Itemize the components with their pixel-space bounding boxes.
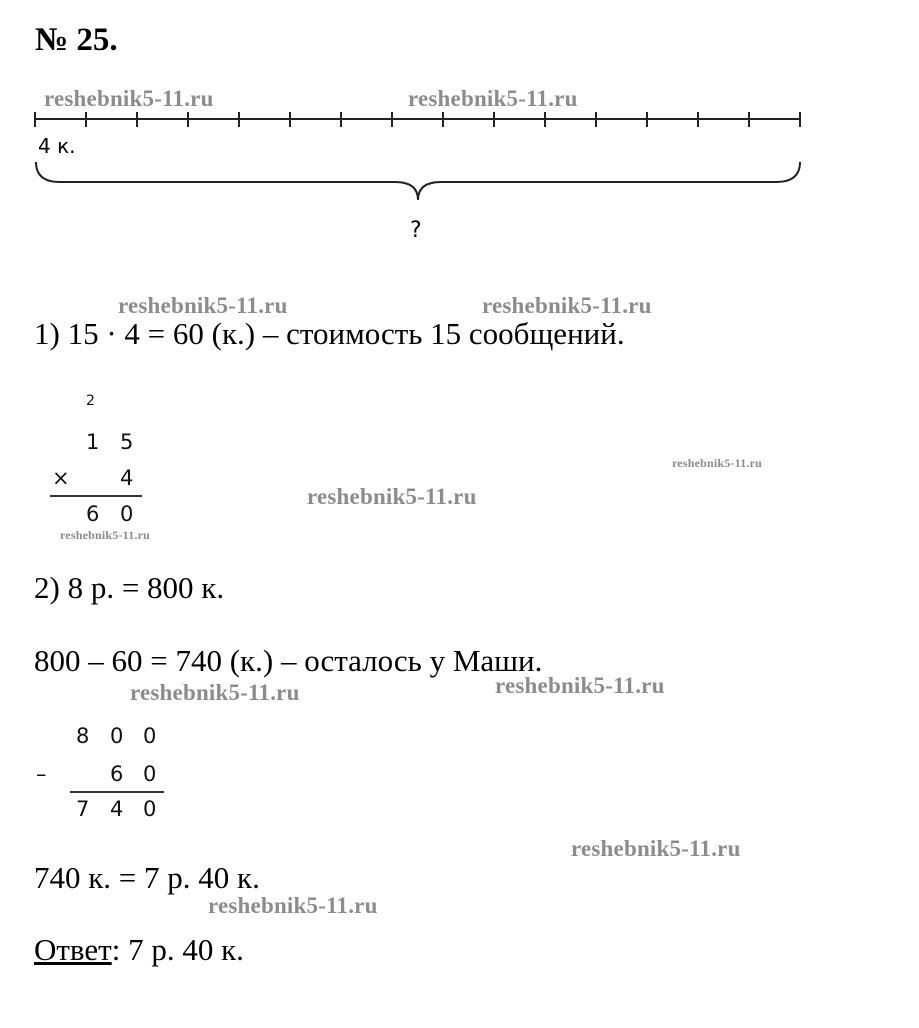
problem-number: № 25. [35,22,118,58]
mult-result-digit: 6 [86,502,100,526]
watermark: reshebnik5-11.ru [408,86,578,111]
segment-label: 4 к. [38,134,76,158]
sub-result-digit: 0 [143,797,157,821]
step-4: 740 к. = 7 р. 40 к. [34,860,260,895]
mult-carry: 2 [86,393,95,409]
step-3: 800 – 60 = 740 (к.) – осталось у Маши. [34,643,543,678]
mult-digit: 1 [86,430,100,454]
total-label: ? [410,218,422,243]
mult-operator: × [52,466,70,490]
watermark: reshebnik5-11.ru [672,456,762,470]
sub-result-digit: 7 [76,797,90,821]
watermark: reshebnik5-11.ru [482,293,652,318]
sub-result-digit: 4 [110,797,124,821]
answer-value: : 7 р. 40 к. [111,932,244,967]
watermark: reshebnik5-11.ru [44,86,214,111]
sub-digit: 0 [110,724,124,748]
mult-rule [50,495,142,497]
sub-digit: 6 [110,762,124,786]
watermark: reshebnik5-11.ru [130,680,300,705]
brace [36,162,800,200]
watermark: reshebnik5-11.ru [118,293,288,318]
step-2: 2) 8 р. = 800 к. [34,570,225,605]
watermark: reshebnik5-11.ru [208,893,378,918]
mult-digit: 4 [120,466,134,490]
watermark: reshebnik5-11.ru [60,528,150,542]
watermark: reshebnik5-11.ru [495,673,665,698]
answer-label: Ответ [34,932,112,967]
mult-result-digit: 0 [120,502,134,526]
mult-digit: 5 [120,430,134,454]
sub-digit: 0 [143,724,157,748]
watermark: reshebnik5-11.ru [571,836,741,861]
sub-digit: 8 [76,724,90,748]
watermark: reshebnik5-11.ru [307,484,477,509]
sub-rule [70,791,164,793]
answer [34,932,244,968]
step-1: 1) 15 · 4 = 60 (к.) – стоимость 15 сообщений. [34,316,625,351]
sub-digit: 0 [143,762,157,786]
sub-operator: – [36,762,47,786]
